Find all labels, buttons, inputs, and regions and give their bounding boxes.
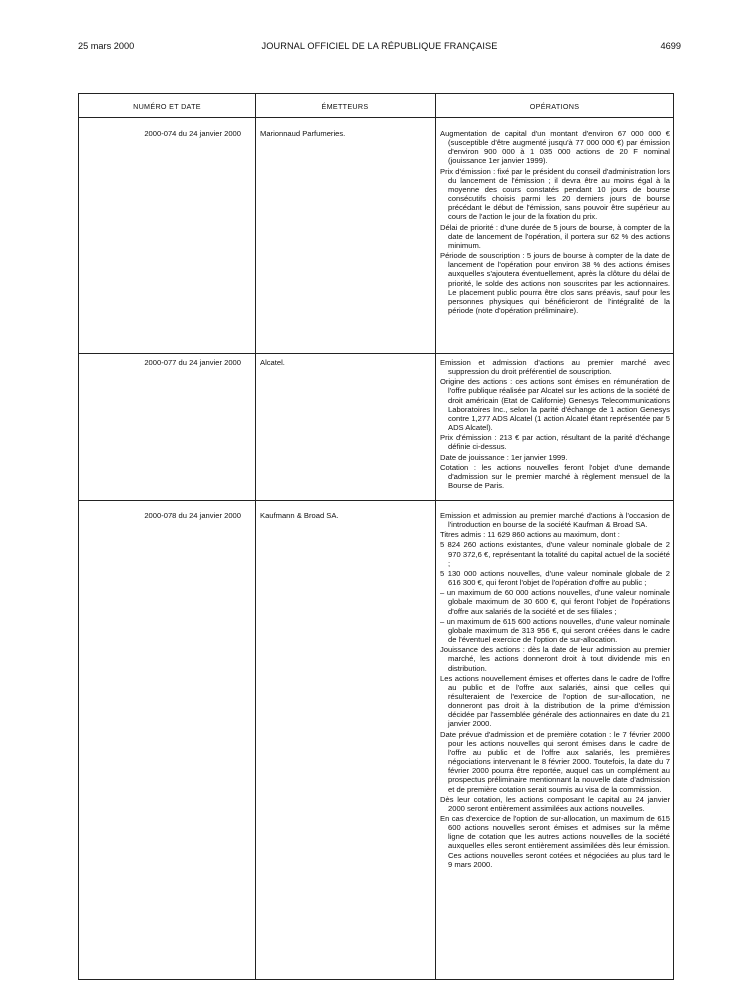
operation-paragraph: Titres admis : 11 629 860 actions au maximum, dont : <box>440 530 620 540</box>
operation-paragraph: Prix d'émission : fixé par le président du conseil d'administration lors du lancement de l'émission ; il devra être au moins égal à la moyenne des cours constatés pendant 10 jours de bourse consécutifs choisis parmi les 20 derniers jours de bourse précédant le début de l'émission, sans pouvoir être supérieur au cours de l'action le jour de la fixation du prix. <box>440 166 670 222</box>
operation-paragraph: Jouissance des actions : dès la date de leur admission au premier marché, les actions donneront droit à tout dividende mis en distribution. <box>440 645 670 673</box>
operation-paragraph: Emission et admission d'actions au premier marché avec suppression du droit préférentiel de souscription. <box>440 358 670 377</box>
column-header-number-date: NUMÉRO ET DATE <box>133 102 201 111</box>
operation-paragraph: Origine des actions : ces actions sont émises en rémunération de l'offre publique réalisée par Alcatel sur les actions de la société de droit américain (Etat de Californie) Genesys Telecommunications Laboratoires Inc., selon la parité d'échange de 1 action Genesys contre 1,277 ADS Alcatel (1 action Alcatel étant représentée par 5 ADS Alcatel). <box>440 377 670 433</box>
operation-paragraph: Emission et admission au premier marché d'actions à l'occasion de l'introduction en bourse de la société Kaufman & Broad SA. <box>440 511 670 530</box>
row-number-date: 2000-077 du 24 janvier 2000 <box>144 358 241 367</box>
issue-date: 25 mars 2000 <box>78 41 135 51</box>
row-operations <box>435 358 674 490</box>
row-number-date: 2000-078 du 24 janvier 2000 <box>144 511 241 520</box>
row-divider <box>79 353 673 354</box>
operation-paragraph: 5 130 000 actions nouvelles, d'une valeur nominale globale de 2 616 300 €, qui feront l'objet de l'opération d'offre au public ; <box>440 568 670 588</box>
row-issuer: Marionnaud Parfumeries. <box>260 129 346 138</box>
operation-paragraph: Dès leur cotation, les actions composant le capital au 24 janvier 2000 seront entièrement assimilées aux actions nouvelles. <box>440 794 670 813</box>
operation-paragraph: Date prévue d'admission et de première cotation : le 7 février 2000 pour les actions nouvelles qui seront émises dans le cadre de l'offre au public et de l'offre aux salariés, les premières négociations intervenant le 8 février 2000. Toutefois, la date du 7 février 2000 pourra être reportée, auquel cas un complément au prospectus préliminaire mentionnant la nouvelle date d'admission et de première cotation serait soumis au visa de la commission. <box>440 729 670 794</box>
operation-paragraph: Cotation : les actions nouvelles feront l'objet d'une demande d'admission sur le premier marché à règlement mensuel de la Bourse de Paris. <box>440 462 670 491</box>
page-number: 4699 <box>660 41 681 51</box>
journal-title: JOURNAL OFFICIEL DE LA RÉPUBLIQUE FRANÇAISE <box>261 41 498 51</box>
operation-paragraph: Prix d'émission : 213 € par action, résultant de la parité d'échange définie ci-dessus. <box>440 433 670 452</box>
column-divider <box>255 94 256 979</box>
row-divider <box>79 500 673 501</box>
row-issuer: Alcatel. <box>260 358 285 367</box>
operation-paragraph: Les actions nouvellement émises et offertes dans le cadre de l'offre au public et de l'offre aux salariés, ainsi que celles qui résulteraient de l'exercice de l'option de sur-allocation, ne donneront pas droit à la distribution de la prime d'émission décidée par l'assemblée générale des actionnaires en date du 21 janvier 2000. <box>440 673 670 729</box>
operation-paragraph: Délai de priorité : d'une durée de 5 jours de bourse, à compter de la date de lancement de l'opération, il portera sur 62 % des actions minimum. <box>440 222 670 250</box>
row-operations <box>435 511 674 869</box>
operations-table <box>78 93 674 980</box>
column-header-operations: OPÉRATIONS <box>529 102 580 111</box>
page-header <box>78 41 681 55</box>
header-row-divider <box>79 117 673 118</box>
operation-paragraph: 5 824 260 actions existantes, d'une valeur nominale globale de 2 970 372,6 €, représentant la totalité du capital actuel de la société ; <box>440 540 670 568</box>
row-issuer: Kaufmann & Broad SA. <box>260 511 339 520</box>
operation-paragraph: Date de jouissance : 1er janvier 1999. <box>440 452 568 462</box>
row-operations <box>435 129 674 315</box>
operation-paragraph: – un maximum de 615 600 actions nouvelles, d'une valeur nominale globale maximum de 313 956 €, qui seront créées dans le cadre de l'éventuel exercice de l'option de sur-allocation. <box>440 616 670 645</box>
row-number-date: 2000-074 du 24 janvier 2000 <box>144 129 241 138</box>
operation-paragraph: Période de souscription : 5 jours de bourse à compter de la date de lancement de l'opération pour environ 38 % des actions émises auxquelles s'ajoutera éventuellement, après la clôture du délai de priorité, le solde des actions non souscrites par les actionnaires. Le placement public pourra être clos sans préavis, sauf pour les personnes physiques qui bénéficieront de l'intégralité de la période (note d'opération préliminaire). <box>440 251 670 315</box>
operation-paragraph: Augmentation de capital d'un montant d'environ 67 000 000 € (susceptible d'être augmenté jusqu'à 77 000 000 €) par émission d'environ 900 000 à 1 035 000 actions de 20 F nominal (jouissance 1er janvier 1999). <box>440 129 670 166</box>
column-header-issuers: ÉMETTEURS <box>321 102 369 111</box>
operation-paragraph: – un maximum de 60 000 actions nouvelles, d'une valeur nominale globale maximum de 30 600 €, qui feront l'objet de l'opérations d'offre aux salariés de la société et de ses filiales ; <box>440 588 670 616</box>
operation-paragraph: En cas d'exercice de l'option de sur-allocation, un maximum de 615 600 actions nouvelles seront émises et admises sur la même ligne de cotation que les autres actions nouvelles de la société auxquelles elles seront entièrement assimilées dès leur émission. Ces actions nouvelles seront cotées et négociées au plus tard le 9 mars 2000. <box>440 814 670 869</box>
